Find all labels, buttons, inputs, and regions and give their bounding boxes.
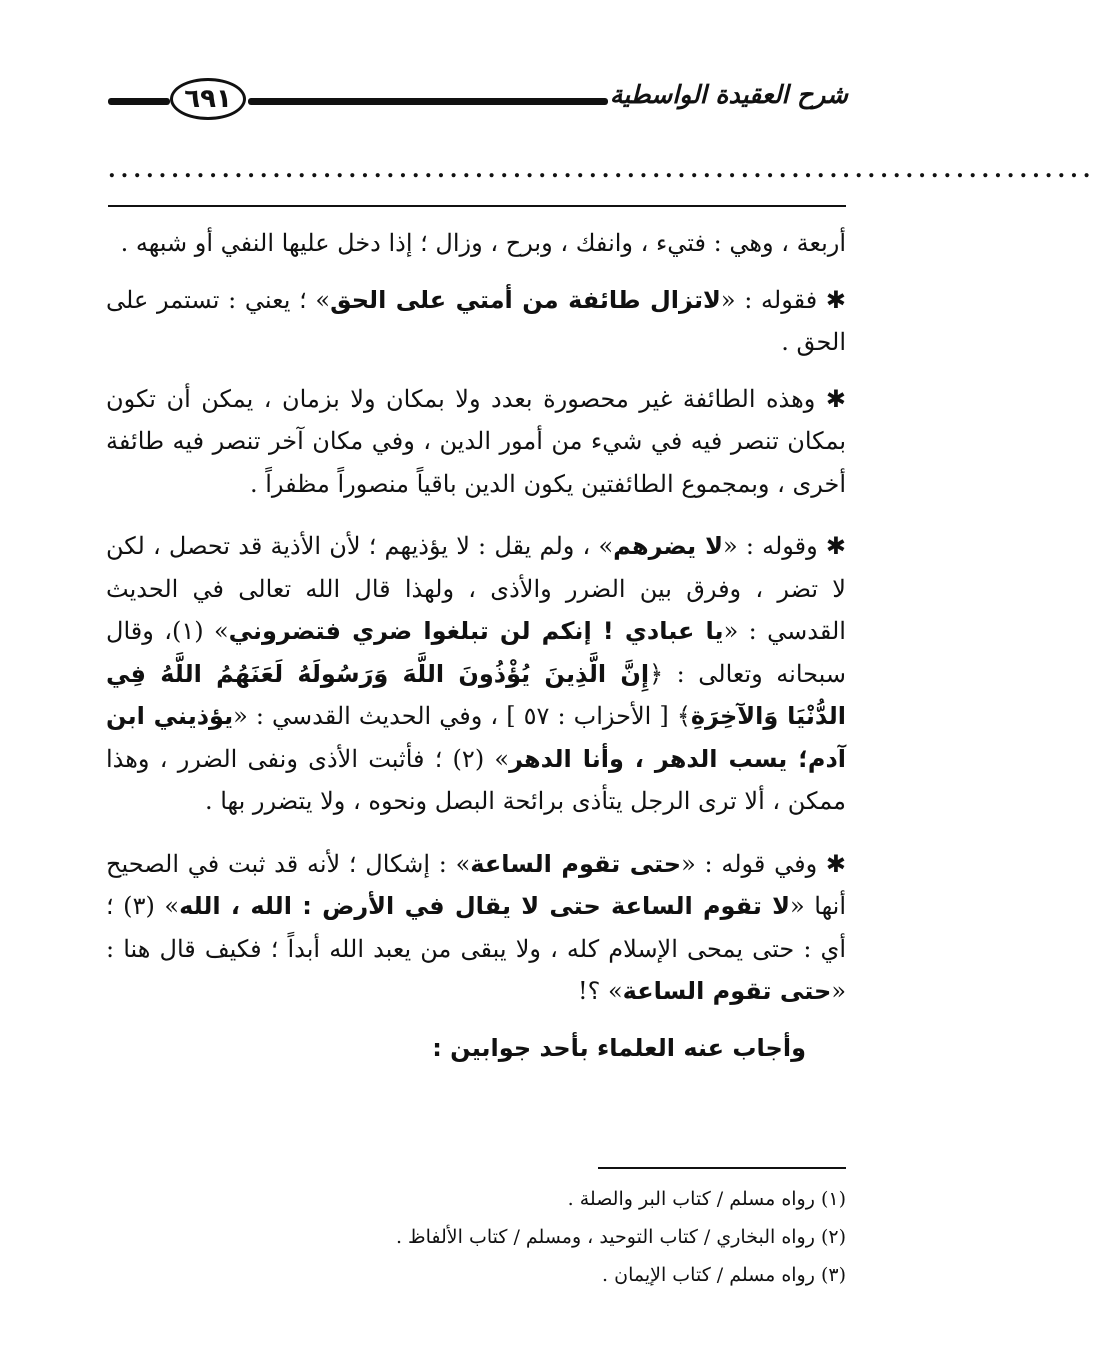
- paragraph-2: [106, 279, 846, 364]
- text-span: » (١)، وقال سبحانه وتعالى : ﴿: [106, 617, 846, 688]
- text-span: » ؛ يعني : تستمر على الحق .: [106, 285, 846, 356]
- running-title: شرح العقيدة الواسطية: [609, 80, 848, 109]
- footnote-3: (٣) رواه مسلم / كتاب الإيمان .: [602, 1264, 846, 1286]
- text-span: » ، ولم يقل : لا يؤذيهم ؛ لأن الأذية قد تحصل ، لكن لا تضر ، وفرق بين الضرر والأذى ، ولهذا قال الله تعالى في الحديث القدسي : «: [106, 532, 846, 645]
- paragraph-4: [106, 525, 846, 823]
- footnotes: [146, 1180, 846, 1294]
- text-span: ✱ وفي قوله : «: [681, 849, 847, 878]
- text-span: » ؟!: [577, 977, 623, 1005]
- closing-line: وأجاب عنه العلماء بأحد جوابين :: [432, 1033, 806, 1062]
- hadith-quote: حتى تقوم الساعة: [470, 849, 682, 878]
- header-rule-left: [108, 98, 170, 105]
- text-span: ﴾ [ الأحزاب : ٥٧ ] ، وفي الحديث القدسي : «: [233, 702, 691, 730]
- footnote-rule: [598, 1167, 846, 1169]
- text-span: » : إشكال ؛ لأنه قد ثبت في الصحيح أنها «: [106, 849, 847, 920]
- dotted-separator: ..............................................................................: [108, 157, 1095, 183]
- header-rule-right: [248, 98, 608, 105]
- footnote-2: (٢) رواه البخاري / كتاب التوحيد ، ومسلم / كتاب الألفاظ .: [395, 1226, 846, 1248]
- paragraph-5: [106, 843, 846, 1013]
- text-span: » (٣) ؛ أي : حتى يمحى الإسلام كله ، ولا يبقى من يعبد الله أبداً ؛ فكيف قال هنا : «: [106, 892, 846, 1005]
- main-text: [106, 222, 846, 1089]
- text-span: » (٢) ؛ فأثبت الأذى ونفى الضرر ، وهذا ممكن ، ألا ترى الرجل يتأذى برائحة البصل ونحوه ، ولا يتضرر بها .: [106, 744, 846, 815]
- text-span: ✱ وقوله : «: [722, 532, 847, 560]
- hadith-quote: يؤذيني ابن آدم؛ يسب الدهر ، وأنا الدهر: [106, 702, 846, 773]
- hadith-quote: يا عبادي ! إنكم لن تبلغوا ضري فتضروني: [228, 617, 724, 645]
- paragraph-3: ✱ وهذه الطائفة غير محصورة بعدد ولا بمكان ولا بزمان ، يمكن أن تكون بمكان تنصر فيه في شيء من أمور الدين ، وفي مكان آخر تنصر فيه طائفة أخرى ، وبمجموع الطائفتين يكون الدين باقياً منصوراً مظفراً .: [106, 384, 846, 498]
- top-rule: [108, 205, 846, 207]
- page-header: [108, 74, 848, 130]
- hadith-quote: لا يضرهم: [613, 532, 723, 560]
- text-span: ✱ فقوله : «: [720, 285, 847, 314]
- paragraph-1: أربعة ، وهي : فتيء ، وانفك ، وبرح ، وزال ؛ إذا دخل عليها النفي أو شبهه .: [120, 229, 846, 257]
- hadith-quote: لاتزال طائفة من أمتي على الحق: [330, 285, 721, 314]
- page-number: ٦٩١: [170, 78, 246, 120]
- hadith-quote: لا تقوم الساعة حتى لا يقال في الأرض : الله ، الله: [179, 892, 791, 920]
- quran-verse: إِنَّ الَّذِينَ يُؤْذُونَ اللَّهَ وَرَسُولَهُ لَعَنَهُمُ اللَّهُ فِي الدُّنْيَا وَالآخِرَةِ: [106, 659, 847, 730]
- hadith-quote: حتى تقوم الساعة: [622, 977, 832, 1005]
- footnote-1: (١) رواه مسلم / كتاب البر والصلة .: [567, 1188, 846, 1210]
